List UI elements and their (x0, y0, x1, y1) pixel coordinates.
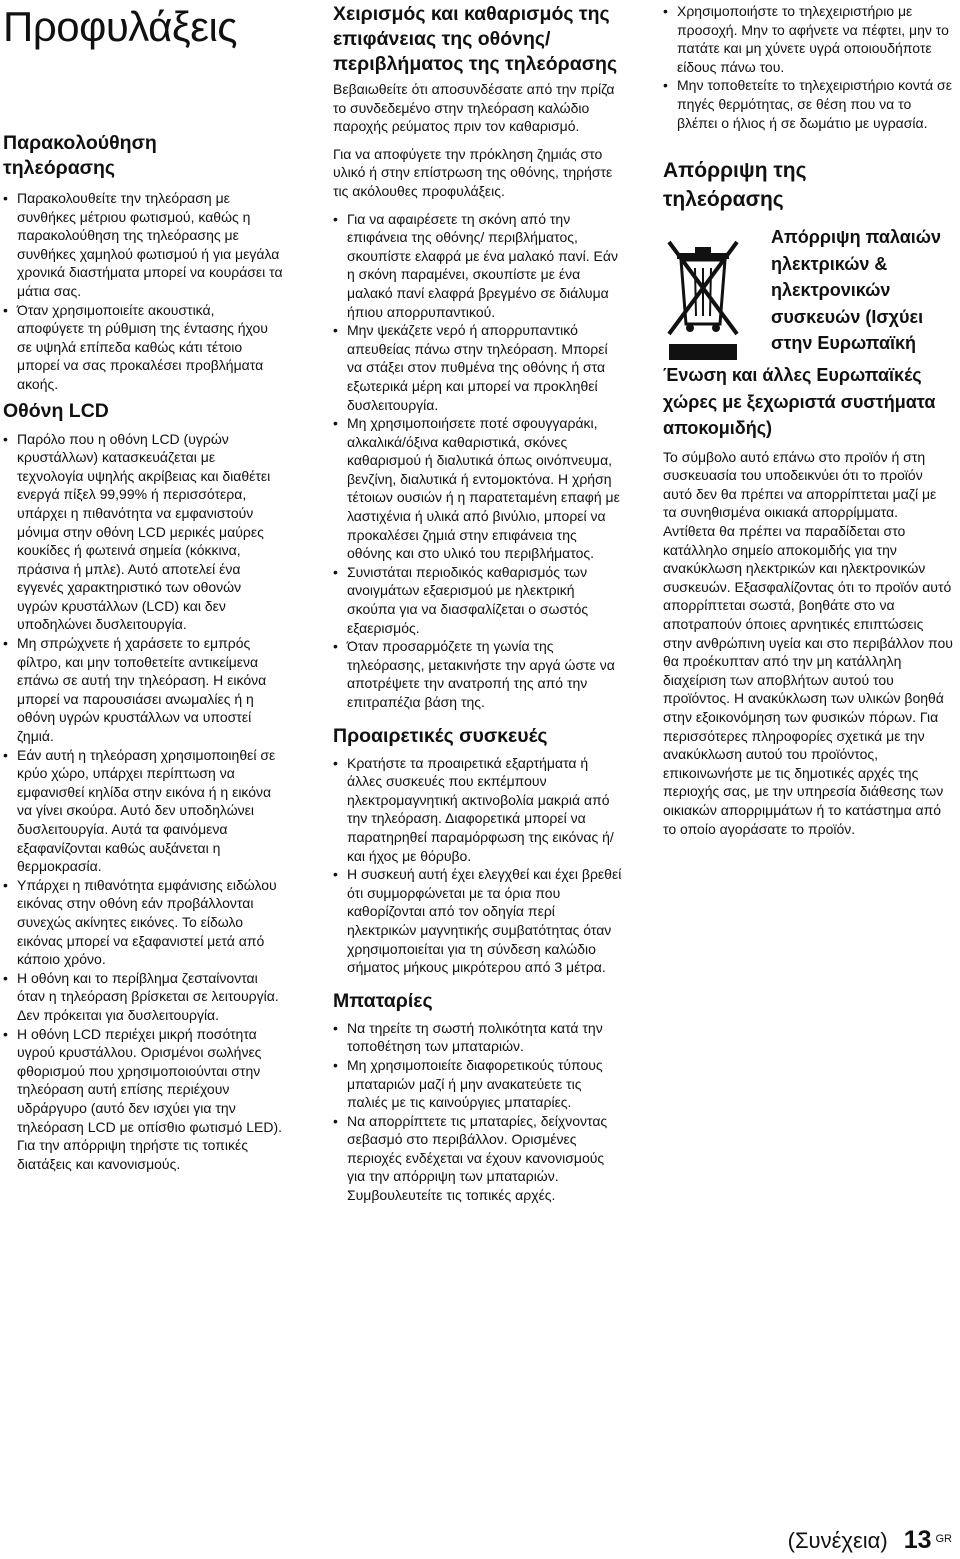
list-item: • Συνιστάται περιοδικός καθαρισμός των ανοιγμάτων εξαερισμού με ηλεκτρική σκούπα για να διασφαλίζεται ο σωστός εξαερισμός. (333, 563, 625, 637)
column-2 (333, 0, 625, 1205)
weee-heading-cont: Ένωση και άλλες Ευρωπαϊκές χώρες με ξεχωριστά συστήματα αποκομιδής) (663, 365, 936, 439)
section-heading-optional-devices: Προαιρετικές συσκευές (333, 724, 548, 747)
list-item: • Παρόλο που η οθόνη LCD (υγρών κρυστάλλων) κατασκευάζεται με τεχνολογία υψηλής ακρίβειας και διαθέτει ενεργά πίξελ 99,99% ή περισσότερα, υπάρχει η πιθανότητα να εμφανιστούν μόνιμα στην οθόνη LCD μερικές μαύρες κουκίδες ή φωτεινά σημεία (κόκκινα, πράσινα ή μπλε). Αυτό αποτελεί ένα εγγενές χαρακτηριστικό των οθονών υγρών κρυστάλλων (LCD) και δεν υποδηλώνει δυσλειτουργία. (3, 430, 285, 635)
section-heading-batteries: Μπαταρίες (333, 989, 433, 1012)
list-item: • Η συσκευή αυτή έχει ελεγχθεί και έχει βρεθεί ότι συμμορφώνεται με τα όρια που καθορίζονται από τον οδηγία περί ηλεκτρικών μαγνητικής συμβατότητας όταν χρησιμοποιείται για τη σύνδεση καλώδιο σήματος μήκους μικρότερου από 3 μέτρα. (333, 865, 625, 977)
section-heading-tv-viewing: Παρακολούθηση τηλεόρασης (3, 132, 157, 179)
batteries-list (333, 1019, 625, 1205)
list-item: • Υπάρχει η πιθανότητα εμφάνισης ειδώλου εικόνας στην οθόνη εάν προβάλλονται συνεχώς ακίνητες εικόνες. Το είδωλο εικόνας μπορεί να εξαφανιστεί μετά από κάποιο χρόνο. (3, 876, 285, 969)
weee-block (663, 224, 953, 362)
page-title: Προφυλάξεις (3, 3, 238, 50)
optional-devices-list (333, 754, 625, 977)
list-item: • Όταν χρησιμοποιείτε ακουστικά, αποφύγετε τη ρύθμιση της έντασης ήχου σε υψηλά επίπεδα καθώς κάτι τέτοιο μπορεί να σας προκαλέσει προβλήματα ακοής. (3, 301, 285, 394)
remote-list (663, 2, 953, 132)
list-item: • Μη σπρώχνετε ή χαράσετε το εμπρός φίλτρο, και μην τοποθετείτε αντικείμενα επάνω σε αυτή την τηλεόραση. Η εικόνα μπορεί να παρουσιάσει ανωμαλίες ή η οθόνη υγρών κρυστάλλων να υποστεί ζημιά. (3, 634, 285, 746)
list-item: • Χρησιμοποιήστε το τηλεχειριστήριο με προσοχή. Μην το αφήνετε να πέφτει, μην το πατάτε και μη χύνετε υγρά οποιουδήποτε είδους πάνω του. (663, 2, 953, 76)
cleaning-intro-2: Για να αποφύγετε την πρόκληση ζημιάς στο υλικό ή στην επίστρωση της οθόνης, τηρήστε τις ακόλουθες προφυλάξεις. (333, 145, 613, 199)
section-heading-cleaning: Χειρισμός και καθαρισμός της επιφάνειας της οθόνης/ περιβλήματος της τηλεόρασης (333, 3, 618, 75)
list-item: • Μη χρησιμοποιείτε διαφορετικούς τύπους μπαταριών μαζί ή μην ανακατεύετε τις παλιές με τις καινούργιες μπαταρίες. (333, 1056, 625, 1112)
list-item: • Κρατήστε τα προαιρετικά εξαρτήματα ή άλλες συσκευές που εκπέμπουν ηλεκτρομαγνητική ακτινοβολία μακριά από την τηλεόραση. Διαφορετικά μπορεί να παρατηρηθεί παραμόρφωση της εικόνας ή/και ήχος με θόρυβο. (333, 754, 625, 866)
weee-heading: Απόρριψη παλαιών ηλεκτρικών & ηλεκτρονικών συσκευών (Ισχύει στην Ευρωπαϊκή (771, 227, 942, 354)
lcd-list (3, 430, 285, 1174)
disposal-paragraph: Το σύμβολο αυτό επάνω στο προϊόν ή στη συσκευασία του υποδεικνύει ότι το προϊόν αυτό δεν θα πρέπει να απορρίπτεται μαζί με τα συνηθισμένα οικιακά απορρίμματα. Αντίθετα θα πρέπει να παραδίδεται στο κατάλληλο σημείο αποκομιδής για την ανακύκλωση ηλεκτρικών και ηλεκτρονικών συσκευών. Εξασφαλίζοντας ότι το προϊόν αυτό απορρίπτεται σωστά, βοηθάτε στο να αποτραπούν όποιες αρνητικές επιπτώσεις στην ανθρώπινη υγεία και στο περιβάλλον που θα προέκυπταν από την μη κατάλληλη διαχείριση των αποβλήτων αυτού του προϊόντος. Η ανακύκλωση των υλικών βοηθά στην εξοικονόμηση των φυσικών πόρων. Για περισσότερες πληροφορίες σχετικά με την ανακύκλωση αυτού του προϊόντος, επικοινωνήστε με τις δημοτικές αρχές της περιοχής σας, με την υπηρεσία διάθεσης των οικιακών απορριμμάτων ή το κατάστημα από το οποίο αγοράσατε το προϊόν. (663, 448, 953, 837)
list-item: • Μην ψεκάζετε νερό ή απορρυπαντικό απευθείας πάνω στην τηλεόραση. Μπορεί να στάξει στον πυθμένα της οθόνης ή στα εξωτερικά μέρη και μπορεί να προκληθεί δυσλειτουργία. (333, 321, 625, 414)
cleaning-list (333, 210, 625, 712)
list-item: • Παρακολουθείτε την τηλεόραση με συνθήκες μέτριου φωτισμού, καθώς η παρακολούθηση της τηλεόρασης με συνθήκες χαμηλού φωτισμού ή για μεγάλα χρονικά διαστήματα μπορεί να κουράσει τα μάτια σας. (3, 189, 285, 301)
list-item: • Για να αφαιρέσετε τη σκόνη από την επιφάνεια της οθόνης/ περιβλήματος, σκουπίστε ελαφρά με ένα μαλακό πανί. Εάν η σκόνη παραμένει, σκουπίστε με ένα μαλακό πανί ελαφρά βρεγμένο σε διάλυμα ήπιου απορρυπαντικού. (333, 210, 625, 322)
continued-label: (Συνέχεια) (787, 1528, 888, 1553)
tv-viewing-list (3, 189, 285, 394)
page-number: 13 (903, 1526, 932, 1554)
list-item: • Όταν προσαρμόζετε τη γωνία της τηλεόρασης, μετακινήστε την αργά ώστε να αποτρέψετε την ανατροπή της από την επιτραπέζια βάση της. (333, 637, 625, 711)
list-item: • Να απορρίπτετε τις μπαταρίες, δείχνοντας σεβασμό στο περιβάλλον. Ορισμένες περιοχές ενδέχεται να έχουν κανονισμούς για την απόρριψη των μπαταριών. Συμβουλευτείτε τις τοπικές αρχές. (333, 1112, 625, 1205)
list-item: • Η οθόνη και το περίβλημα ζεσταίνονται όταν η τηλεόραση βρίσκεται σε λειτουργία. Δεν πρόκειται για δυσλειτουργία. (3, 969, 285, 1025)
list-item: • Η οθόνη LCD περιέχει μικρή ποσότητα υγρού κρυστάλλου. Ορισμένοι σωλήνες φθορισμού που χρησιμοποιούνται στην τηλεόραση αυτή επίσης περιέχουν υδράργυρο (αυτό δεν ισχύει για την τηλεόραση LCD με οπίσθιο φωτισμό LED). Για την απόρριψη τηρήστε τις τοπικές διατάξεις και κανονισμούς. (3, 1025, 285, 1174)
list-item: • Να τηρείτε τη σωστή πολικότητα κατά την τοποθέτηση των μπαταριών. (333, 1019, 625, 1056)
language-code: GR (935, 1533, 952, 1545)
column-3 (663, 0, 953, 838)
section-heading-lcd: Οθόνη LCD (3, 399, 109, 422)
list-item: • Μη χρησιμοποιήσετε ποτέ σφουγγαράκι, αλκαλικά/όξινα καθαριστικά, σκόνες καθαρισμού ή διαλυτικά όπως οινόπνευμα, βενζίνη, διαλυτικά ή εντομοκτόνα. Η χρήση τέτοιων ουσιών ή η παρατεταμένη επαφή με λαστιχένια ή υλικά από βινύλιο, μπορεί να προκαλέσει ζημιά στην επιφάνεια της οθόνης και στο υλικό του περιβλήματος. (333, 414, 625, 563)
cleaning-intro: Βεβαιωθείτε ότι αποσυνδέσατε από την πρίζα το συνδεδεμένο στην τηλεόραση καλώδιο παροχής ρεύματος πριν τον καθαρισμό. (333, 81, 615, 135)
page-footer (788, 1526, 952, 1555)
list-item: • Μην τοποθετείτε το τηλεχειριστήριο κοντά σε πηγές θερμότητας, σε θέση που να το βλέπει ο ήλιος ή σε δωμάτιο με υγρασία. (663, 76, 953, 132)
list-item: • Εάν αυτή η τηλεόραση χρησιμοποιηθεί σε κρύο χώρο, υπάρχει περίπτωση να εμφανισθεί κηλίδα στην εικόνα ή η εικόνα να γίνει σκούρα. Αυτό δεν υποδηλώνει δυσλειτουργία. Αυτά τα φαινόμενα εξαφανίζονται καθώς αυξάνεται η θερμοκρασία. (3, 746, 285, 876)
section-heading-disposal: Απόρριψη της τηλεόρασης (663, 159, 807, 212)
crossed-bin-icon (663, 232, 743, 362)
column-1 (3, 0, 285, 1173)
